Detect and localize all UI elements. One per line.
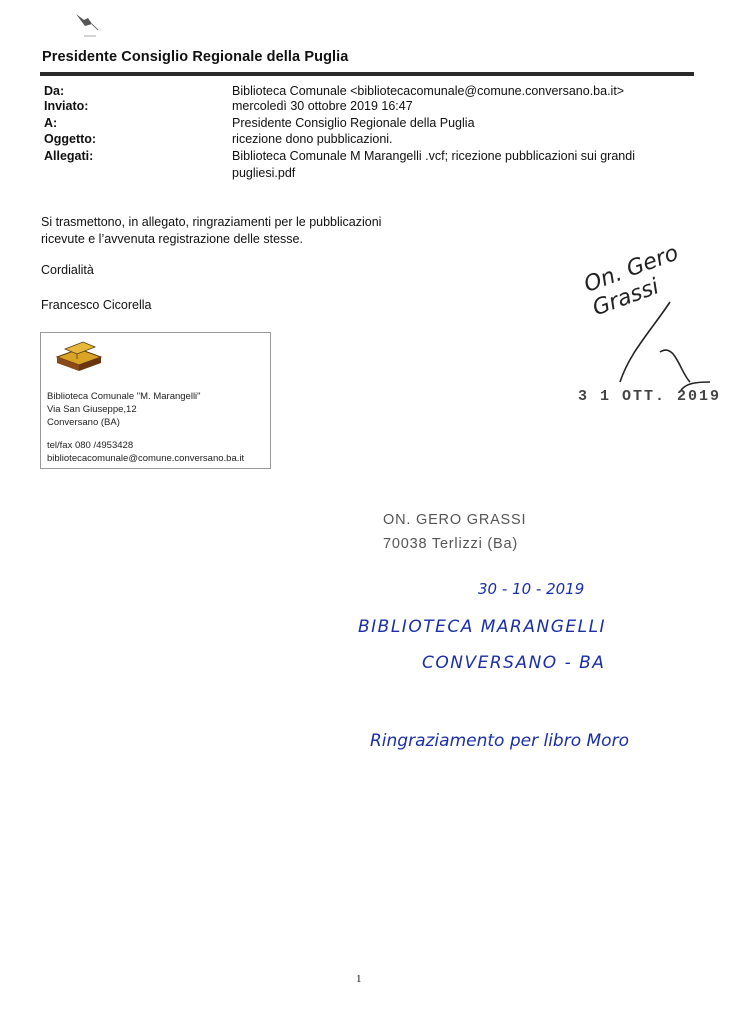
- header-value-attachments-cont: pugliesi.pdf: [232, 166, 296, 180]
- header-label-attachments: Allegati:: [44, 149, 94, 163]
- header-value-subject: ricezione dono pubblicazioni.: [232, 132, 393, 146]
- header-value-from: Biblioteca Comunale <bibliotecacomunale@comune.conversano.ba.it>: [232, 84, 625, 98]
- margin-note: On. Gero Grassi: [580, 240, 682, 322]
- closing: Cordialità: [41, 263, 94, 277]
- handwritten-thanks: Ringraziamento per libro Moro: [370, 731, 629, 751]
- handwritten-date: 30 - 10 - 2019: [478, 580, 585, 598]
- handwritten-library: BIBLIOTECA MARANGELLI: [358, 617, 607, 637]
- page-number: 1: [356, 973, 362, 985]
- signature-phone: tel/fax 080 /4953428: [47, 440, 134, 451]
- header-label-from: Da:: [44, 84, 65, 98]
- header-value-attachments: Biblioteca Comunale M Marangelli .vcf; ricezione pubblicazioni sui grandi: [232, 149, 635, 163]
- bird-logo-icon: [70, 8, 110, 42]
- signature-box: [40, 332, 271, 469]
- page-title: Presidente Consiglio Regionale della Puglia: [42, 49, 349, 65]
- header-value-to: Presidente Consiglio Regionale della Puglia: [232, 116, 475, 130]
- header-label-sent: Inviato:: [44, 99, 89, 113]
- header-value-sent: mercoledì 30 ottobre 2019 16:47: [232, 99, 413, 113]
- header-label-subject: Oggetto:: [44, 132, 97, 146]
- body-line-2: ricevute e l’avvenuta registrazione delle stesse.: [41, 232, 303, 246]
- signature-name: Biblioteca Comunale "M. Marangelli": [47, 391, 201, 402]
- sender-name: Francesco Cicorella: [41, 298, 152, 312]
- signature-email[interactable]: bibliotecacomunale@comune.conversano.ba.it: [47, 453, 245, 464]
- body-line-1: Si trasmettono, in allegato, ringraziamenti per le pubblicazioni: [41, 215, 382, 229]
- title-rule: [40, 72, 694, 76]
- handwritten-city: CONVERSANO - BA: [422, 653, 606, 673]
- signature-street: Via San Giuseppe,12: [47, 404, 137, 415]
- stamp-line-1: ON. GERO GRASSI: [383, 512, 527, 528]
- received-date-stamp: 3 1 OTT. 2019: [578, 388, 722, 405]
- books-logo-icon: [53, 339, 105, 375]
- stamp-line-2: 70038 Terlizzi (Ba): [383, 536, 519, 552]
- header-label-to: A:: [44, 116, 58, 130]
- signature-city: Conversano (BA): [47, 417, 120, 428]
